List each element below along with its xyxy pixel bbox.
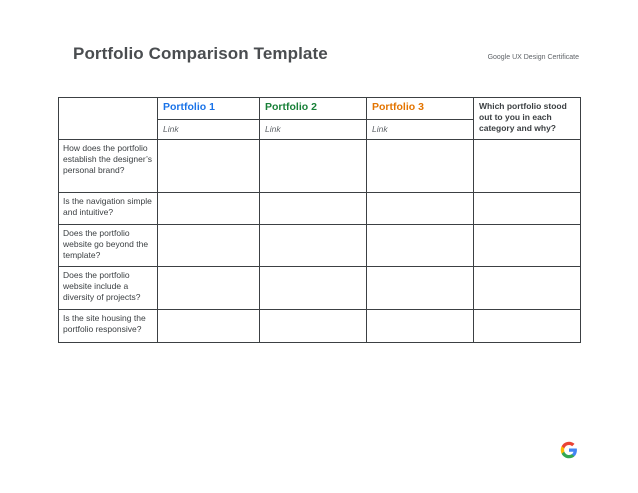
entry-cell[interactable] — [260, 310, 367, 343]
corner-cell — [59, 98, 158, 140]
portfolio-3-link[interactable]: Link — [372, 124, 388, 134]
entry-cell[interactable] — [158, 225, 260, 267]
entry-cell[interactable] — [260, 267, 367, 310]
portfolio-1-link-cell[interactable] — [158, 120, 260, 140]
table-row — [59, 225, 581, 267]
entry-cell[interactable] — [158, 267, 260, 310]
entry-cell[interactable] — [474, 267, 581, 310]
entry-cell[interactable] — [260, 225, 367, 267]
row-label-cell — [59, 140, 158, 193]
row-label: Does the portfolio website go beyond the template? — [63, 228, 149, 260]
page-title: Portfolio Comparison Template — [73, 44, 328, 63]
entry-cell[interactable] — [474, 140, 581, 193]
entry-cell[interactable] — [474, 193, 581, 225]
entry-cell[interactable] — [158, 140, 260, 193]
table-row — [59, 310, 581, 343]
entry-cell[interactable] — [474, 310, 581, 343]
row-label-cell — [59, 267, 158, 310]
row-label: Is the navigation simple and intuitive? — [63, 196, 152, 217]
table-row — [59, 267, 581, 310]
row-label: How does the portfolio establish the designer’s personal brand? — [63, 143, 152, 175]
table-row — [59, 140, 581, 193]
row-label-cell — [59, 310, 158, 343]
row-label: Does the portfolio website include a diversity of projects? — [63, 270, 141, 302]
portfolio-2-link-cell[interactable] — [260, 120, 367, 140]
row-label-cell — [59, 193, 158, 225]
entry-cell[interactable] — [367, 193, 474, 225]
entry-cell[interactable] — [158, 310, 260, 343]
portfolio-3-link-cell[interactable] — [367, 120, 474, 140]
portfolio-2-header — [260, 98, 367, 120]
portfolio-1-link[interactable]: Link — [163, 124, 179, 134]
row-label-cell — [59, 225, 158, 267]
portfolio-1-header — [158, 98, 260, 120]
question-header-cell — [474, 98, 581, 140]
entry-cell[interactable] — [158, 193, 260, 225]
portfolio-2-link[interactable]: Link — [265, 124, 281, 134]
table-header-row — [59, 98, 581, 120]
comparison-table — [58, 97, 581, 343]
portfolio-3-name: Portfolio 3 — [372, 101, 424, 113]
entry-cell[interactable] — [260, 193, 367, 225]
portfolio-2-name: Portfolio 2 — [265, 101, 317, 113]
google-g-icon — [560, 441, 578, 459]
entry-cell[interactable] — [474, 225, 581, 267]
entry-cell[interactable] — [367, 310, 474, 343]
portfolio-1-name: Portfolio 1 — [163, 101, 215, 113]
entry-cell[interactable] — [367, 140, 474, 193]
row-label: Is the site housing the portfolio responsive? — [63, 313, 146, 334]
g-red-arc — [562, 442, 575, 449]
entry-cell[interactable] — [367, 225, 474, 267]
question-header: Which portfolio stood out to you in each category and why? — [479, 101, 567, 133]
portfolio-3-header — [367, 98, 474, 120]
table-row — [59, 193, 581, 225]
entry-cell[interactable] — [260, 140, 367, 193]
entry-cell[interactable] — [367, 267, 474, 310]
certificate-label: Google UX Design Certificate — [487, 54, 579, 61]
g-green-arc — [562, 452, 575, 459]
